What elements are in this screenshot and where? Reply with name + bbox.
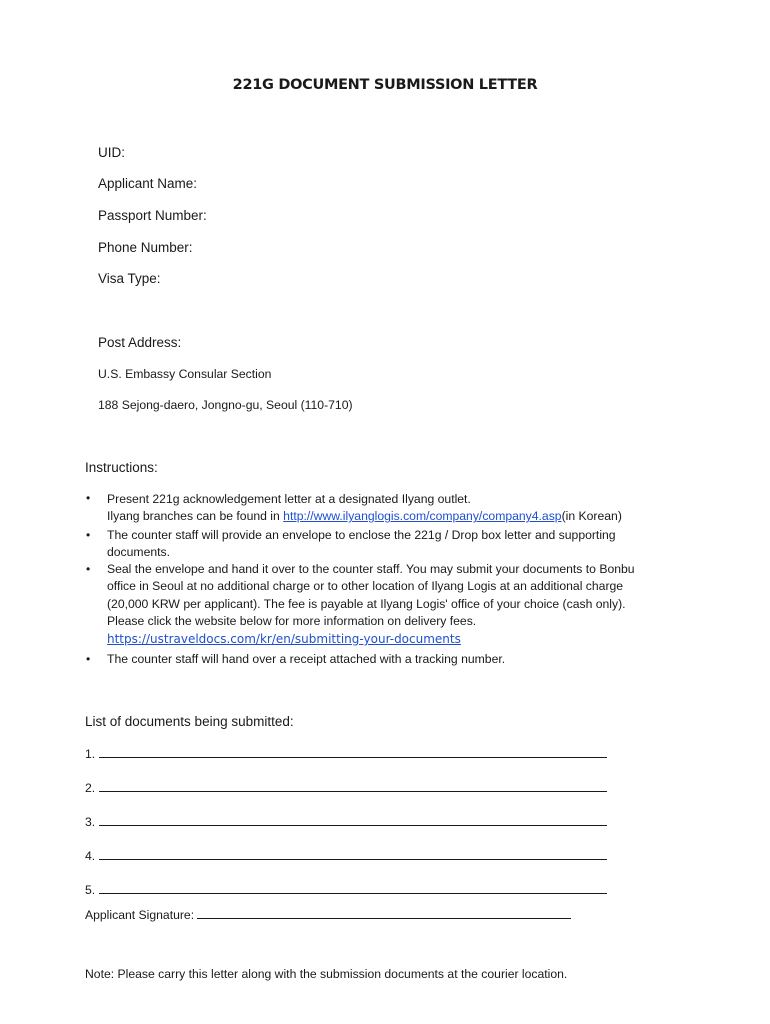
document-number: 4. xyxy=(85,849,96,863)
bullet-item-1 xyxy=(107,491,622,526)
document-line-5 xyxy=(85,882,607,897)
documents-heading: List of documents being submitted: xyxy=(85,714,294,729)
document-blank-3[interactable] xyxy=(99,814,607,826)
bullet-1-text: Ilyang branches can be found in xyxy=(107,509,284,524)
document-number: 3. xyxy=(85,815,96,829)
bullet-3-line-4: Please click the website below for more information on delivery fees. xyxy=(107,613,477,628)
post-address-label: Post Address: xyxy=(98,335,182,350)
bullet-2-line-1: The counter staff will provide an envelope to enclose the 221g / Drop box letter and supporting xyxy=(107,528,616,542)
document-line-2 xyxy=(85,780,607,795)
document-number: 5. xyxy=(85,883,96,897)
instructions-heading: Instructions: xyxy=(85,460,158,475)
ustraveldocs-link[interactable]: https://ustraveldocs.com/kr/en/submitting-your-documents xyxy=(107,632,461,647)
uid-label: UID: xyxy=(98,145,125,160)
bullet-dot: • xyxy=(86,491,91,505)
bullet-3-line-3: (20,000 KRW per applicant). The fee is payable at Ilyang Logis' office of your choice (cash only). xyxy=(107,596,626,611)
document-blank-4[interactable] xyxy=(99,848,607,860)
document-blank-5[interactable] xyxy=(99,882,607,894)
bullet-item-2 xyxy=(107,527,616,562)
document-number: 1. xyxy=(85,747,96,761)
applicant-name-label: Applicant Name: xyxy=(98,176,198,191)
signature-label: Applicant Signature: xyxy=(85,908,195,922)
signature-blank[interactable] xyxy=(197,907,571,919)
ilyang-branches-link[interactable]: http://www.ilyanglogis.com/company/company4.asp xyxy=(283,509,562,524)
document-line-4 xyxy=(85,848,607,863)
document-number: 2. xyxy=(85,781,96,795)
passport-number-label: Passport Number: xyxy=(98,208,207,223)
bullet-1-line-1: Present 221g acknowledgement letter at a designated Ilyang outlet. xyxy=(107,492,471,506)
phone-number-label: Phone Number: xyxy=(98,240,193,255)
document-blank-2[interactable] xyxy=(99,780,607,792)
address-line-1: U.S. Embassy Consular Section xyxy=(98,367,272,381)
bullet-3-line-2: office in Seoul at no additional charge or to other location of Ilyang Logis at an additional charge xyxy=(107,579,624,594)
bullet-item-3 xyxy=(107,561,635,648)
visa-type-label: Visa Type: xyxy=(98,271,161,286)
document-title: 221G DOCUMENT SUBMISSION LETTER xyxy=(232,77,538,93)
bullet-item-4: The counter staff will hand over a receipt attached with a tracking number. xyxy=(107,652,506,666)
bullet-dot: • xyxy=(86,652,91,666)
bullet-1-line-2 xyxy=(107,508,622,525)
bullet-3-line-1: Seal the envelope and hand it over to the counter staff. You may submit your documents to Bonbu xyxy=(107,562,635,576)
document-line-1 xyxy=(85,746,607,761)
signature-line xyxy=(85,907,571,922)
bullet-1-suffix: (in Korean) xyxy=(561,509,622,524)
bullet-dot: • xyxy=(86,562,91,576)
address-line-2: 188 Sejong-daero, Jongno-gu, Seoul (110-710) xyxy=(98,398,353,412)
bullet-dot: • xyxy=(86,528,91,542)
bullet-2-line-2: documents. xyxy=(107,545,171,560)
document-blank-1[interactable] xyxy=(99,746,607,758)
document-line-3 xyxy=(85,814,607,829)
footer-note: Note: Please carry this letter along with the submission documents at the courier location. xyxy=(85,967,568,981)
